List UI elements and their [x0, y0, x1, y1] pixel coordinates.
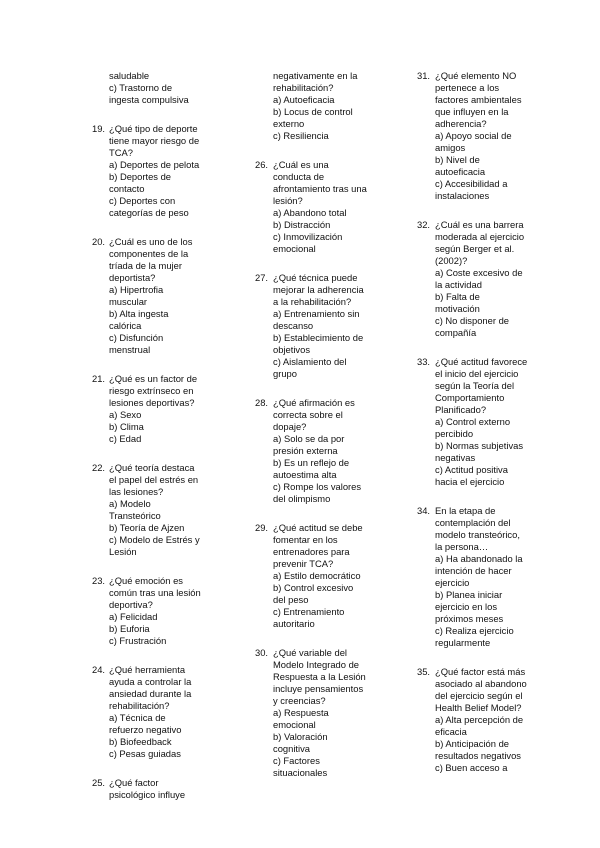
question-line: y creencias?: [273, 695, 326, 706]
question-line: el papel del estrés en: [109, 474, 199, 485]
question-text: ¿Qué factor: [109, 777, 159, 788]
question-number: 28.: [255, 397, 269, 408]
question-line: adherencia?: [435, 118, 487, 129]
question-line: contacto: [109, 183, 145, 194]
question-line: eficacia: [435, 726, 467, 737]
question-line: a) Deportes de pelota: [109, 159, 200, 170]
question-text: ¿Qué emoción es: [109, 575, 183, 586]
question-line: a) Abandono total: [273, 207, 347, 218]
question-text: ¿Qué actitud se debe: [273, 522, 363, 533]
question-line: c) Edad: [109, 433, 142, 444]
question-text: ¿Qué herramienta: [109, 664, 186, 675]
question-line: emocional: [273, 243, 316, 254]
question-line: b) Control excesivo: [273, 582, 354, 593]
question-line: b) Falta de: [435, 291, 480, 302]
question-line: fomentar en los: [273, 534, 338, 545]
question-line: según Berger et al.: [435, 243, 515, 254]
question-line: las lesiones?: [109, 486, 164, 497]
question-line: motivación: [435, 303, 480, 314]
question-line: regularmente: [435, 637, 491, 648]
question-line: a) Control externo: [435, 416, 511, 427]
question-line: b) Es un reflejo de: [273, 457, 350, 468]
question-line: autoeficacia: [435, 166, 486, 177]
question-line: autoestima alta: [273, 469, 337, 480]
question-line: dopaje?: [273, 421, 307, 432]
question-line: c) Aislamiento del: [273, 356, 347, 367]
question-line: b) Teoría de Ajzen: [109, 522, 185, 533]
question-number: 20.: [92, 236, 106, 247]
question-line: asociado al abandono: [435, 678, 527, 689]
question-line: a) Ha abandonado la: [435, 553, 523, 564]
question-line: c) Modelo de Estrés y: [109, 534, 200, 545]
question-line: del peso: [273, 594, 309, 605]
question-line: c) Deportes con: [109, 195, 176, 206]
question-line: autoritario: [273, 618, 315, 629]
question-number: 24.: [92, 664, 106, 675]
question-line: b) Euforia: [109, 623, 150, 634]
question-text: ¿Cuál es una barrera: [435, 219, 524, 230]
question-line: el inicio del ejercicio: [435, 368, 519, 379]
question-line: c) Entrenamiento: [273, 606, 345, 617]
question-line: componentes de la: [109, 248, 189, 259]
question-number: 34.: [417, 505, 431, 516]
question-text: ¿Qué técnica puede: [273, 272, 358, 283]
question-line: b) Establecimiento de: [273, 332, 364, 343]
question-line: cognitiva: [273, 743, 311, 754]
question-line: c) Actitud positiva: [435, 464, 508, 475]
question-text: En la etapa de: [435, 505, 496, 516]
question-line: a) Entrenamiento sin: [273, 308, 360, 319]
question-line: c) Factores: [273, 755, 320, 766]
question-line: negativamente en la: [273, 70, 358, 81]
question-line: saludable: [109, 70, 150, 81]
question-line: b) Clima: [109, 421, 144, 432]
question-line: negativas: [435, 452, 476, 463]
question-line: lesiones deportivas?: [109, 397, 195, 408]
question-text: ¿Qué es un factor de: [109, 373, 198, 384]
question-number: 19.: [92, 123, 106, 134]
question-line: mejorar la adherencia: [273, 284, 364, 295]
question-number: 22.: [92, 462, 106, 473]
question-text: ¿Qué actitud favorece: [435, 356, 528, 367]
question-line: emocional: [273, 719, 316, 730]
question-line: modelo transteórico,: [435, 529, 520, 540]
question-line: b) Biofeedback: [109, 736, 172, 747]
question-line: a) Solo se da por: [273, 433, 345, 444]
question-number: 33.: [417, 356, 431, 367]
question-line: del ejercicio según el: [435, 690, 523, 701]
question-line: b) Locus de control: [273, 106, 353, 117]
question-line: moderada al ejercicio: [435, 231, 525, 242]
question-line: rehabilitación?: [109, 700, 170, 711]
question-line: conducta de: [273, 171, 325, 182]
question-line: rehabilitación?: [273, 82, 334, 93]
question-line: prevenir TCA?: [273, 558, 334, 569]
question-number: 21.: [92, 373, 106, 384]
question-line: ejercicio en los: [435, 601, 498, 612]
question-line: b) Valoración: [273, 731, 328, 742]
question-line: b) Distracción: [273, 219, 331, 230]
question-line: b) Planea iniciar: [435, 589, 503, 600]
question-line: categorías de peso: [109, 207, 189, 218]
question-line: c) Pesas guiadas: [109, 748, 181, 759]
question-line: c) Realiza ejercicio: [435, 625, 514, 636]
question-line: muscular: [109, 296, 148, 307]
question-line: resultados negativos: [435, 750, 521, 761]
question-line: a) Modelo: [109, 498, 151, 509]
question-line: intención de hacer: [435, 565, 512, 576]
question-line: refuerzo negativo: [109, 724, 182, 735]
question-text: ¿Cuál es una: [273, 159, 329, 170]
question-line: a la rehabilitación?: [273, 296, 352, 307]
question-line: contemplación del: [435, 517, 511, 528]
question-line: Comportamiento: [435, 392, 505, 403]
question-line: percibido: [435, 428, 474, 439]
question-line: grupo: [273, 368, 297, 379]
question-line: riesgo extrínseco en: [109, 385, 194, 396]
question-number: 25.: [92, 777, 106, 788]
question-line: común tras una lesión: [109, 587, 201, 598]
question-line: Respuesta a la Lesión: [273, 671, 366, 682]
question-line: a) Autoeficacia: [273, 94, 335, 105]
question-line: ejercicio: [435, 577, 470, 588]
question-line: incluye pensamientos: [273, 683, 364, 694]
question-line: (2002)?: [435, 255, 468, 266]
question-number: 30.: [255, 647, 269, 658]
question-number: 27.: [255, 272, 269, 283]
question-line: descanso: [273, 320, 314, 331]
question-line: presión externa: [273, 445, 338, 456]
question-line: a) Hipertrofia: [109, 284, 164, 295]
question-number: 31.: [417, 70, 431, 81]
question-line: b) Deportes de: [109, 171, 172, 182]
question-line: a) Sexo: [109, 409, 142, 420]
question-line: la actividad: [435, 279, 482, 290]
question-text: ¿Cuál es uno de los: [109, 236, 193, 247]
question-line: ayuda a controlar la: [109, 676, 192, 687]
question-line: menstrual: [109, 344, 151, 355]
question-line: tiene mayor riesgo de: [109, 135, 200, 146]
question-line: que influyen en la: [435, 106, 509, 117]
question-line: la persona…: [435, 541, 489, 552]
question-line: c) Frustración: [109, 635, 167, 646]
question-line: a) Felicidad: [109, 611, 158, 622]
question-line: amigos: [435, 142, 466, 153]
question-line: c) Inmovilización: [273, 231, 343, 242]
question-line: b) Normas subjetivas: [435, 440, 524, 451]
question-line: entrenadores para: [273, 546, 350, 557]
question-line: próximos meses: [435, 613, 504, 624]
question-line: TCA?: [109, 147, 133, 158]
question-line: c) Disfunción: [109, 332, 164, 343]
question-line: c) Buen acceso a: [435, 762, 508, 773]
question-number: 35.: [417, 666, 431, 677]
question-line: c) Accesibilidad a: [435, 178, 508, 189]
question-line: tríada de la mujer: [109, 260, 182, 271]
question-text: ¿Qué tipo de deporte: [109, 123, 198, 134]
question-line: Modelo Integrado de: [273, 659, 360, 670]
question-line: deportiva?: [109, 599, 153, 610]
question-line: b) Alta ingesta: [109, 308, 169, 319]
question-line: compañía: [435, 327, 477, 338]
question-line: situacionales: [273, 767, 328, 778]
question-line: según la Teoría del: [435, 380, 515, 391]
question-line: objetivos: [273, 344, 311, 355]
question-line: c) Rompe los valores: [273, 481, 362, 492]
question-line: a) Apoyo social de: [435, 130, 512, 141]
question-text: ¿Qué factor está más: [435, 666, 526, 677]
question-line: psicológico influye: [109, 789, 186, 800]
question-line: del olimpismo: [273, 493, 331, 504]
question-line: Transteórico: [109, 510, 161, 521]
question-line: afrontamiento tras una: [273, 183, 367, 194]
question-line: a) Alta percepción de: [435, 714, 524, 725]
question-line: instalaciones: [435, 190, 490, 201]
question-number: 29.: [255, 522, 269, 533]
question-number: 32.: [417, 219, 431, 230]
question-line: Health Belief Model?: [435, 702, 522, 713]
question-line: Lesión: [109, 546, 137, 557]
question-text: ¿Qué elemento NO: [435, 70, 517, 81]
question-line: ansiedad durante la: [109, 688, 192, 699]
question-line: ingesta compulsiva: [109, 94, 189, 105]
question-text: ¿Qué variable del: [273, 647, 347, 658]
question-line: b) Anticipación de: [435, 738, 510, 749]
question-number: 23.: [92, 575, 106, 586]
question-text: ¿Qué teoría destaca: [109, 462, 195, 473]
question-line: externo: [273, 118, 305, 129]
question-line: hacia el ejercicio: [435, 476, 505, 487]
question-line: lesión?: [273, 195, 303, 206]
question-line: a) Respuesta: [273, 707, 329, 718]
question-line: a) Coste excesivo de: [435, 267, 523, 278]
question-line: a) Técnica de: [109, 712, 166, 723]
question-line: calórica: [109, 320, 142, 331]
question-text: ¿Qué afirmación es: [273, 397, 355, 408]
question-line: b) Nivel de: [435, 154, 480, 165]
question-line: factores ambientales: [435, 94, 522, 105]
question-line: c) Resiliencia: [273, 130, 329, 141]
question-line: pertenece a los: [435, 82, 500, 93]
question-line: correcta sobre el: [273, 409, 343, 420]
question-line: c) Trastorno de: [109, 82, 173, 93]
question-number: 26.: [255, 159, 269, 170]
question-line: c) No disponer de: [435, 315, 509, 326]
question-line: a) Estilo democrático: [273, 570, 361, 581]
question-line: deportista?: [109, 272, 156, 283]
question-line: Planificado?: [435, 404, 487, 415]
